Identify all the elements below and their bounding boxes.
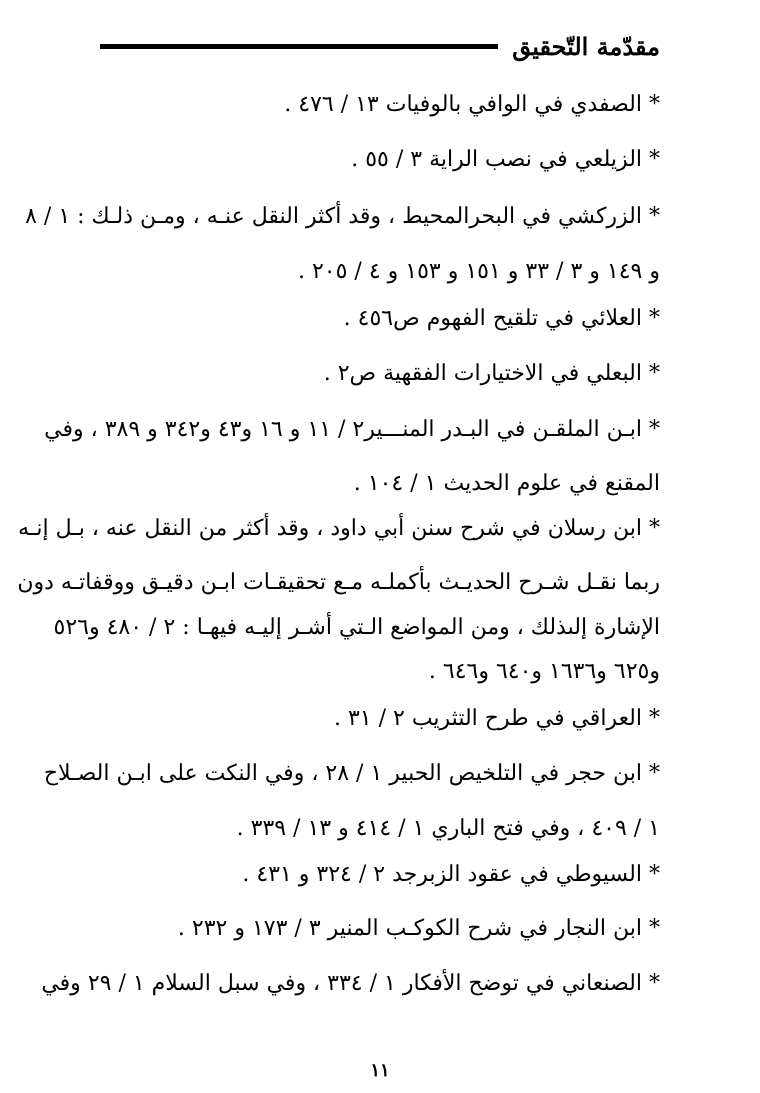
text-line-ibn-raslan: * ابن رسلان في شرح سنن أبي داود ، وقد أكثر من النقل عنه ، بـل إنـه bbox=[18, 516, 660, 541]
page-header bbox=[100, 22, 660, 70]
text-line-alai: * العلائي في تلقيح الفهوم ص٤٥٦ . bbox=[343, 306, 660, 331]
text-line-zarkashi: * الزركشي في البحرالمحيط ، وقد أكثر النقل عنـه ، ومـن ذلـك : ١ / ٨ bbox=[25, 204, 660, 229]
text-line-ibn-mulaqqin-cont: المقنع في علوم الحديث ١ / ١٠٤ . bbox=[353, 471, 660, 496]
text-line-zarkashi-cont: و ١٤٩ و ٣ / ٣٣ و ١٥١ و ١٥٣ و ٤ / ٢٠٥ . bbox=[297, 259, 660, 284]
text-line-ibn-hajar-cont: ١ / ٤٠٩ ، وفي فتح الباري ١ / ٤١٤ و ١٣ / ٣٣٩ . bbox=[236, 816, 660, 841]
text-line-sanani: * الصنعاني في توضح الأفكار ١ / ٣٣٤ ، وفي سبل السلام ١ / ٢٩ وفي bbox=[41, 971, 660, 996]
header-title: مقدّمة التّحقيق bbox=[512, 31, 660, 61]
text-line-baali: * البعلي في الاختيارات الفقهية ص٢ . bbox=[323, 361, 660, 386]
text-line-suyuti: * السيوطي في عقود الزبرجد ٢ / ٣٢٤ و ٤٣١ . bbox=[242, 862, 660, 887]
text-line-ibn-raslan-cont-3: و٦٢٥ و١٦٣٦ و٦٤٠ و٦٤٦ . bbox=[428, 659, 660, 684]
text-line-iraqi: * العراقي في طرح التثريب ٢ / ٣١ . bbox=[333, 706, 660, 731]
text-line-ibn-hajar: * ابن حجر في التلخيص الحبير ١ / ٢٨ ، وفي النكت على ابـن الصـلاح bbox=[43, 761, 660, 786]
text-line-ibn-raslan-cont-1: ربما نقـل شـرح الحديـث بأكملـه مـع تحقيقـات ابـن دقيـق ووقفاتـه دون bbox=[17, 570, 660, 595]
text-line-ibn-raslan-cont-2: الإشارة إلىذلك ، ومن المواضع الـتي أشـر إليـه فيهـا : ٢ / ٤٨٠ و٥٢٦ bbox=[53, 615, 660, 640]
text-line-safadi: * الصفدي في الوافي بالوفيات ١٣ / ٤٧٦ . bbox=[284, 92, 660, 117]
text-line-ibn-mulaqqin: * ابـن الملقـن في البـدر المنـــير٢ / ١١ و ١٦ و٤٣ و٣٤٢ و ٣٨٩ ، وفي bbox=[44, 417, 660, 442]
text-line-ibn-najjar: * ابن النجار في شرح الكوكـب المنير ٣ / ١٧٣ و ٢٣٢ . bbox=[177, 916, 660, 941]
page-number: ١١ bbox=[370, 1060, 390, 1081]
text-line-zaylaI: * الزيلعي في نصب الراية ٣ / ٥٥ . bbox=[351, 147, 660, 172]
header-rule bbox=[100, 44, 498, 49]
